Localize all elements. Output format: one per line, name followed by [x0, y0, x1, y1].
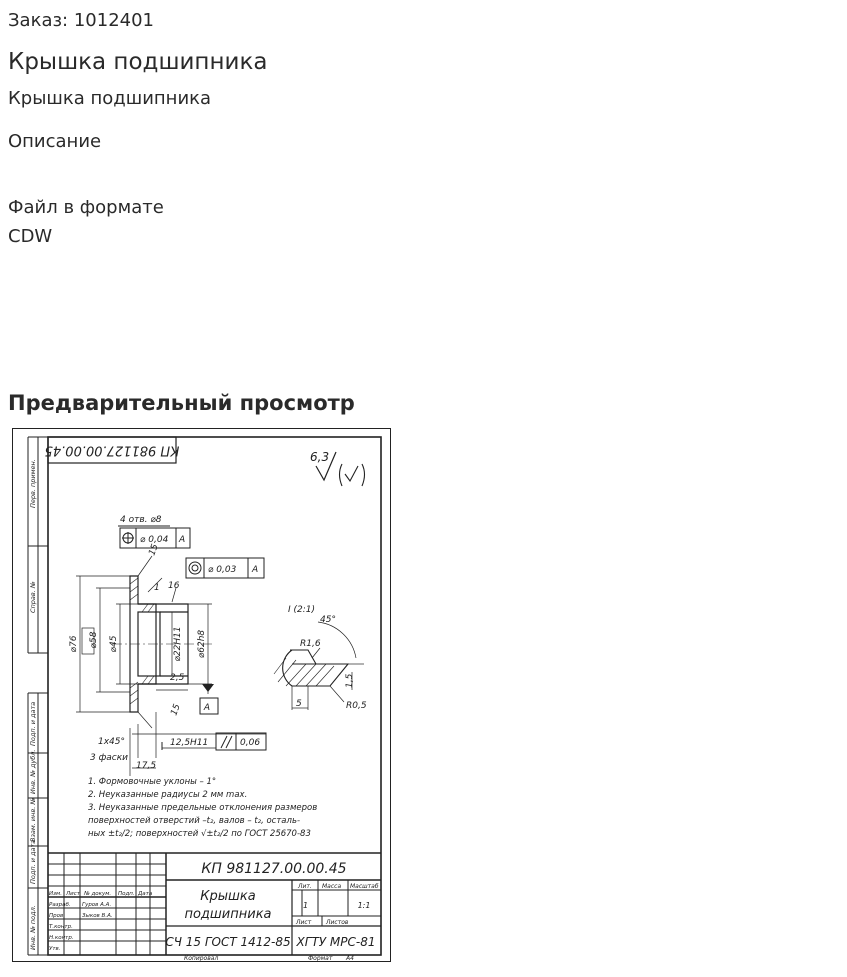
svg-text:Масштаб: Масштаб: [350, 883, 379, 890]
dim-chamfer-count: 3 фаски: [90, 753, 129, 763]
product-subtitle: Крышка подшипника: [8, 88, 212, 109]
title-block-code: КП 981127.00.00.45: [201, 861, 347, 877]
side-label-1: Перв. примен.: [29, 459, 37, 508]
order-number: [8, 10, 154, 31]
detail-scale: I (2:1): [288, 605, 316, 615]
dim-12-5: 12,5H11: [170, 738, 209, 748]
side-label-7: Инв. № подл.: [29, 905, 37, 950]
title-block-scale: 1:1: [357, 901, 371, 910]
svg-text:⌀ 0,03: ⌀ 0,03: [208, 565, 237, 575]
dim-angle-bottom: 15: [169, 702, 183, 718]
svg-text:Лит.: Лит.: [298, 883, 312, 890]
svg-text:2. Неуказанные радиусы 2 мм ma: 2. Неуказанные радиусы 2 мм max.: [88, 790, 248, 800]
title-block-name-1: Крышка: [200, 889, 256, 904]
title-block-sheet: 1: [303, 901, 309, 910]
svg-text:Т.контр.: Т.контр.: [49, 924, 73, 930]
file-format-note: Файл в формате CDW: [8, 197, 164, 247]
dim-1-5: 1,5: [345, 673, 355, 688]
svg-text:Изм.: Изм.: [49, 891, 62, 897]
svg-text:Пров.: Пров.: [49, 913, 65, 919]
datum-label: A: [203, 703, 211, 713]
svg-text:Формат: Формат: [308, 955, 333, 962]
dim-r1: 1: [154, 583, 160, 593]
svg-text:1. Формовочные уклоны – 1°: 1. Формовочные уклоны – 1°: [88, 777, 217, 787]
dim-17-5: 17,5: [136, 761, 157, 771]
page-title: Крышка подшипника: [8, 49, 268, 75]
dim-16: 16: [168, 581, 180, 591]
svg-text:поверхностей отверстий –t₂, ва: поверхностей отверстий –t₂, валов – t₂, осталь-: [88, 816, 301, 826]
description-heading: Описание: [8, 131, 102, 152]
dim-45deg: 45°: [320, 615, 336, 625]
side-label-4: Инв. № дубл.: [29, 749, 37, 794]
dim-d45: ⌀45: [109, 635, 119, 653]
drawing-preview: [12, 428, 391, 962]
svg-text:№ докум.: № докум.: [84, 891, 112, 897]
svg-text:Подп.: Подп.: [118, 891, 135, 897]
holes-note: 4 отв. ⌀8: [120, 515, 162, 525]
svg-text:Дата: Дата: [138, 891, 153, 897]
title-block-material: СЧ 15 ГОСТ 1412-85: [165, 935, 291, 949]
svg-text:A: A: [252, 565, 259, 575]
svg-text:⌀ 0,04: ⌀ 0,04: [140, 535, 169, 545]
side-label-6: Подп. и дата: [29, 839, 37, 884]
dim-5: 5: [296, 699, 302, 709]
svg-text:Масса: Масса: [322, 883, 342, 890]
svg-text:Лист: Лист: [66, 891, 80, 897]
roughness-value: 6,3: [310, 450, 330, 464]
dim-d58: ⌀58: [89, 631, 99, 649]
svg-text:Гуров А.А.: Гуров А.А.: [82, 902, 112, 908]
dim-chamfer: 1x45°: [98, 737, 126, 747]
svg-text:A: A: [179, 535, 186, 545]
svg-text:А4: А4: [346, 955, 354, 962]
dim-d76: ⌀76: [69, 635, 79, 653]
svg-text:0,06: 0,06: [240, 738, 261, 748]
svg-text:3. Неуказанные предельные откл: 3. Неуказанные предельные отклонения размеров: [88, 803, 318, 813]
title-block-org: ХГТУ МРС-81: [296, 935, 376, 949]
order-value: 1012401: [73, 10, 155, 31]
title-block-name-2: подшипника: [184, 907, 272, 922]
side-label-3: Подп. и дата: [29, 701, 37, 746]
dim-d22: ⌀22H11: [173, 626, 183, 662]
dim-d62: ⌀62h8: [197, 629, 207, 659]
svg-text:Копировал: Копировал: [184, 955, 219, 962]
svg-text:Разраб.: Разраб.: [49, 902, 71, 908]
svg-text:Утв.: Утв.: [49, 946, 61, 952]
dim-angle-top: 15: [147, 542, 161, 558]
order-label: Заказ:: [8, 10, 69, 31]
preview-heading: Предварительный просмотр: [8, 391, 355, 415]
side-label-2: Справ. №: [29, 581, 37, 613]
dim-r16: R1,6: [300, 639, 321, 649]
svg-text:Листов: Листов: [326, 919, 349, 926]
svg-text:Н.контр.: Н.контр.: [49, 935, 74, 941]
dim-r05: R0,5: [346, 701, 367, 711]
top-code: КП 981127.00.00.45: [44, 442, 180, 458]
side-label-5: Взам. инв. №: [29, 797, 37, 842]
svg-text:ных ±t₂/2; поверхностей √±t₂/2: ных ±t₂/2; поверхностей √±t₂/2 по ГОСТ 25670-83: [88, 829, 311, 839]
svg-text:Зыков В.А.: Зыков В.А.: [82, 913, 113, 919]
dim-2-5: 2,5: [170, 673, 185, 683]
sheet-border: [13, 429, 391, 962]
svg-text:Лист: Лист: [296, 919, 312, 926]
